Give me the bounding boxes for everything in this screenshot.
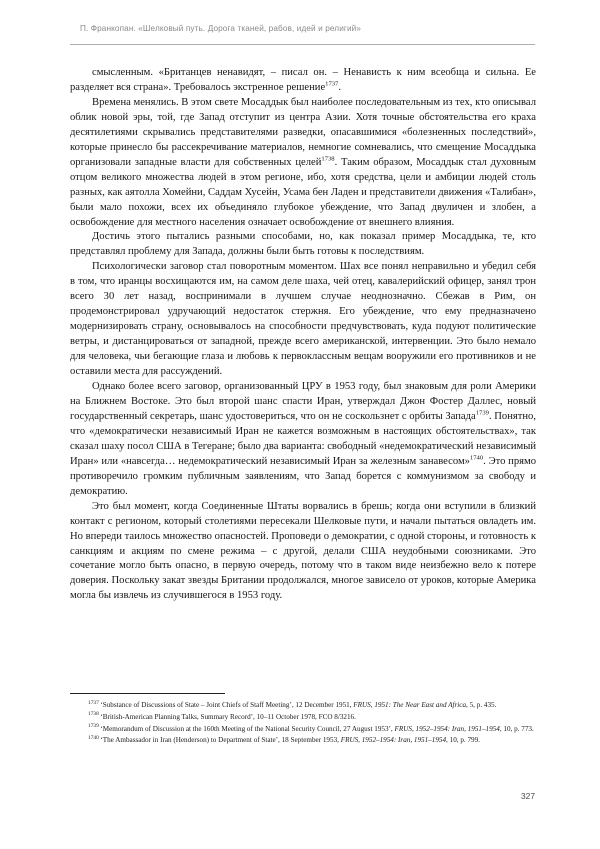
body-paragraph xyxy=(70,96,536,231)
footnote-text: ‘Substance of Discussions of State – Joint Chiefs of Staff Meeting’, 12 December 1951, xyxy=(100,701,354,709)
footnote-text: ‘British-American Planning Talks, Summary Record’, 10–11 October 1978, FCO 8/3216. xyxy=(100,712,356,721)
footnote-text: , 10, p. 773. xyxy=(499,724,534,733)
paragraph-text-continued: . xyxy=(338,81,341,93)
running-header-text: П. Франкопан. «Шелковый путь. Дорога тканей, рабов, идей и религий» xyxy=(80,24,362,33)
footnote-text: ‘The Ambassador in Iran (Henderson) to Department of State’, 18 September 1953, xyxy=(100,736,341,745)
footnote-entry xyxy=(70,735,536,746)
paragraph-text-continued: . Таким образом, Мосаддык стал духовным отцом великого множества людей в этом регионе, ибо, хотя средства, цели и амбиции людей столь разных, как аятолла Хомейни, Саддам Хусейн, Усама бен Ладен и представители движения «Талибан», были мало похожи, всех их объединяло глубокое убеждение, что Запад двуличен и злобен, а освобождение для местного населения означает освобождение от внешнего влияния. xyxy=(70,156,536,228)
footnote-text: , 10, p. 799. xyxy=(446,736,480,745)
footnote-separator-rule xyxy=(70,693,225,694)
footnote-entry xyxy=(70,700,536,711)
footnote-list xyxy=(70,700,536,747)
paragraph-text: Однако более всего заговор, организованный ЦРУ в 1953 году, был знаковым для роли Америки на Ближнем Востоке. Это был второй шанс спасти Иран, утверждал Джон Фостер Даллес, новый государственный секретарь, шанс удостовериться, что он не соскользнет с орбиты Запада xyxy=(70,381,536,422)
footnote-number[interactable]: 1740 xyxy=(88,734,99,741)
body-paragraph xyxy=(70,230,536,260)
footnote-reference[interactable]: 1739 xyxy=(475,409,489,417)
footnote-text: , 5, p. 435. xyxy=(466,701,497,709)
footnote-reference[interactable]: 1737 xyxy=(325,80,339,88)
footnote-reference[interactable]: 1738 xyxy=(321,155,335,163)
footnote-source-title: FRUS, 1951: The Near East and Africa xyxy=(353,701,467,709)
footnote-entry xyxy=(70,712,536,723)
paragraph-text: Времена менялись. В этом свете Мосаддык был наиболее последовательным из тех, кто описывал облик новой эры, той, где Запад отступит из центра Азии. Хотя точные обстоятельства его краха десятилетиями скрывались представителями разведки, опасавшимися «болезненных последствий», которые принесло бы рассекречивание материалов, немногие сомневались, что смещение Мосаддыка организовали западные власти для собственных целей xyxy=(70,96,536,168)
paragraph-text-continued: . Это прямо противоречило громким публичным заявлениям, что Запад борется с коммунизмом за свободу и демократию. xyxy=(70,455,536,497)
body-paragraph xyxy=(70,66,536,96)
footnote-number[interactable]: 1737 xyxy=(88,699,99,706)
footnote-number[interactable]: 1738 xyxy=(88,711,99,718)
body-paragraph xyxy=(70,500,536,605)
paragraph-text-continued: . Понятно, что «демократически независимый Иран не кажется возможным в настоящих обстоятельствах», так сказал шаху посол США в Тегеране; было два варианта: свободный «недемократический независимый Иран» или «навсегда… недемократический независимый Иран за железным занавесом» xyxy=(70,410,536,467)
footnote-reference[interactable]: 1740 xyxy=(469,454,484,462)
body-paragraph xyxy=(70,380,536,500)
body-text-column xyxy=(70,66,536,604)
paragraph-text: Это был момент, когда Соединенные Штаты ворвались в брешь; когда они вступили в близкий контакт с регионом, который столетиями пересекали Шелковые пути, и начали пытаться овладеть им. Но впереди таилось множество опасностей. Проповеди о демократии, с одной стороны, и готовность к санкциям и акциям по смене режима – с другой, делали США неудобными союзниками. Это сочетание могло быть опасно, в первую очередь, потому что в таком виде неизбежно вело к потере доверия. Поскольку закат звезды Британии продолжался, многое зависело от уроков, которые Америка могла бы извлечь из случившегося в 1953 году. xyxy=(70,500,536,602)
body-paragraph xyxy=(70,260,536,380)
page-number: 327 xyxy=(521,791,535,801)
paragraph-text: Достичь этого пытались разными способами, но, как показал пример Мосаддыка, те, кто представлял проблему для Запада, должны были быть готовы к последствиям. xyxy=(70,231,536,258)
header-divider-rule xyxy=(70,44,535,45)
footnote-text: ‘Memorandum of Discussion at the 160th Meeting of the National Security Council, 27 August 1953’, xyxy=(100,724,395,733)
footnote-source-title: FRUS, 1952–1954: Iran, 1951–1954 xyxy=(394,724,500,733)
paragraph-text: Психологически заговор стал поворотным моментом. Шах все понял неправильно и убедил себя в том, что иранцы восхищаются им, на самом деле шаха, чей отец, кавалерийский офицер, занял трон всего 30 лет назад, воспринимали в лучшем случае неоднозначно. Сбежав в Рим, он продемонстрировал удручающий недостаток стержня. Его убеждение, что ему предназначено модернизировать страну, основывалось на способности предчувствовать, куда подуют политические ветры, и дистанцироваться от западной, прежде всего американской, интервенции. Это было немало для человека, чьи бегающие глаза и любовь к первоклассным вещам вооружили его противников и не оставили места для рассуждений. xyxy=(70,261,536,378)
paragraph-text: смысленным. «Британцев ненавидят, – писал он. – Ненависть к ним всеобща и сильна. Ее разделяет вся страна». Требовалось экстренное решение xyxy=(70,67,536,93)
footnote-entry xyxy=(70,724,536,735)
footnote-source-title: FRUS, 1952–1954: Iran, 1951–1954 xyxy=(340,736,447,745)
running-header xyxy=(70,24,535,33)
footnote-number[interactable]: 1739 xyxy=(88,723,99,730)
